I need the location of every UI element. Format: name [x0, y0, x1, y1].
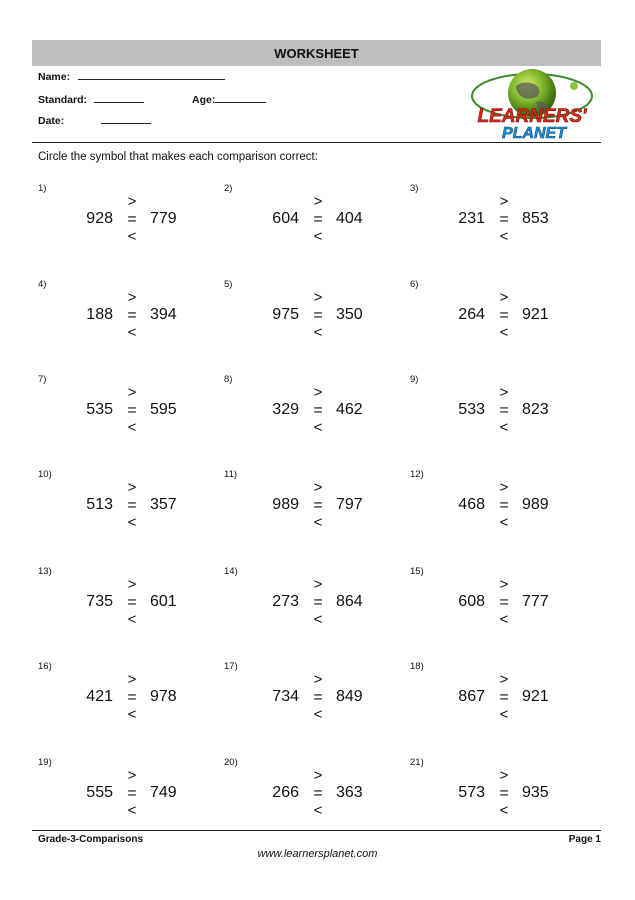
problem-number: 17)	[224, 661, 238, 672]
left-number: 533	[458, 401, 485, 418]
problem-number: 1)	[38, 183, 47, 194]
comparison-problem	[38, 661, 223, 751]
greater-than-symbol[interactable]: >	[313, 384, 323, 401]
right-number: 823	[522, 401, 549, 418]
problem-number: 13)	[38, 566, 52, 577]
standard-label: Standard:	[38, 94, 88, 106]
comparison-problem	[224, 566, 409, 656]
less-than-symbol[interactable]: <	[499, 514, 509, 531]
standard-line	[94, 93, 144, 103]
equals-symbol[interactable]: =	[499, 497, 509, 514]
greater-than-symbol[interactable]: >	[499, 479, 509, 496]
less-than-symbol[interactable]: <	[313, 228, 323, 245]
equals-symbol[interactable]: =	[313, 594, 323, 611]
left-number: 513	[86, 496, 113, 513]
age-field	[192, 93, 266, 106]
greater-than-symbol[interactable]: >	[313, 193, 323, 210]
date-field	[38, 114, 151, 127]
right-number: 777	[522, 593, 549, 610]
greater-than-symbol[interactable]: >	[127, 576, 137, 593]
equals-symbol[interactable]: =	[313, 402, 323, 419]
comparison-problem	[224, 757, 409, 847]
left-number: 975	[272, 306, 299, 323]
greater-than-symbol[interactable]: >	[127, 479, 137, 496]
page-number: Page 1	[568, 834, 601, 845]
comparison-problem	[410, 183, 595, 273]
equals-symbol[interactable]: =	[313, 689, 323, 706]
left-number: 329	[272, 401, 299, 418]
less-than-symbol[interactable]: <	[127, 802, 137, 819]
left-number: 273	[272, 593, 299, 610]
footer-url: www.learnersplanet.com	[257, 848, 378, 860]
equals-symbol[interactable]: =	[499, 211, 509, 228]
left-number: 573	[458, 784, 485, 801]
equals-symbol[interactable]: =	[499, 402, 509, 419]
logo-text-planet: PLANET	[502, 125, 566, 142]
less-than-symbol[interactable]: <	[499, 706, 509, 723]
right-number: 864	[336, 593, 363, 610]
footer-title: Grade-3-Comparisons	[38, 834, 144, 845]
greater-than-symbol[interactable]: >	[127, 289, 137, 306]
greater-than-symbol[interactable]: >	[499, 384, 509, 401]
comparison-problem	[410, 469, 595, 559]
right-number: 797	[336, 496, 363, 513]
right-number: 350	[336, 306, 363, 323]
right-number: 978	[150, 688, 177, 705]
date-line	[101, 114, 151, 124]
equals-symbol[interactable]: =	[313, 211, 323, 228]
worksheet-title: WORKSHEET	[32, 40, 601, 66]
right-number: 595	[150, 401, 177, 418]
problem-number: 9)	[410, 374, 419, 385]
problem-number: 10)	[38, 469, 52, 480]
right-number: 921	[522, 688, 549, 705]
left-number: 231	[458, 210, 485, 227]
standard-field	[38, 93, 144, 106]
right-number: 749	[150, 784, 177, 801]
right-number: 849	[336, 688, 363, 705]
comparison-problem	[410, 757, 595, 847]
orbit-dot	[570, 82, 578, 90]
age-line	[215, 93, 266, 103]
logo-text-learners: LEARNERS'	[477, 106, 587, 127]
equals-symbol[interactable]: =	[499, 307, 509, 324]
left-number: 555	[86, 784, 113, 801]
greater-than-symbol[interactable]: >	[127, 767, 137, 784]
greater-than-symbol[interactable]: >	[313, 289, 323, 306]
right-number: 404	[336, 210, 363, 227]
less-than-symbol[interactable]: <	[499, 419, 509, 436]
header-divider	[32, 142, 601, 143]
less-than-symbol[interactable]: <	[313, 611, 323, 628]
problem-number: 20)	[224, 757, 238, 768]
less-than-symbol[interactable]: <	[313, 706, 323, 723]
greater-than-symbol[interactable]: >	[499, 193, 509, 210]
problem-number: 8)	[224, 374, 233, 385]
age-label: Age:	[192, 94, 216, 106]
comparison-problem	[224, 279, 409, 369]
right-number: 601	[150, 593, 177, 610]
date-label: Date:	[38, 115, 65, 127]
comparison-problem	[38, 279, 223, 369]
problem-number: 6)	[410, 279, 419, 290]
left-number: 535	[86, 401, 113, 418]
comparison-problem	[224, 374, 409, 464]
equals-symbol[interactable]: =	[499, 785, 509, 802]
left-number: 734	[272, 688, 299, 705]
left-number: 989	[272, 496, 299, 513]
greater-than-symbol[interactable]: >	[127, 384, 137, 401]
right-number: 921	[522, 306, 549, 323]
greater-than-symbol[interactable]: >	[499, 767, 509, 784]
equals-symbol[interactable]: =	[127, 402, 137, 419]
name-field	[38, 70, 225, 83]
problem-number: 12)	[410, 469, 424, 480]
greater-than-symbol[interactable]: >	[313, 767, 323, 784]
left-number: 735	[86, 593, 113, 610]
left-number: 188	[86, 306, 113, 323]
less-than-symbol[interactable]: <	[499, 802, 509, 819]
left-number: 608	[458, 593, 485, 610]
greater-than-symbol[interactable]: >	[499, 576, 509, 593]
instruction-text: Circle the symbol that makes each comparison correct:	[38, 151, 318, 163]
right-number: 357	[150, 496, 177, 513]
name-line	[78, 70, 225, 80]
less-than-symbol[interactable]: <	[127, 611, 137, 628]
learners-planet-logo	[462, 66, 602, 142]
footer-divider	[32, 830, 601, 831]
greater-than-symbol[interactable]: >	[499, 289, 509, 306]
comparison-problem	[224, 183, 409, 273]
less-than-symbol[interactable]: <	[127, 514, 137, 531]
comparison-problem	[224, 661, 409, 751]
greater-than-symbol[interactable]: >	[313, 479, 323, 496]
left-number: 264	[458, 306, 485, 323]
right-number: 779	[150, 210, 177, 227]
equals-symbol[interactable]: =	[127, 785, 137, 802]
right-number: 853	[522, 210, 549, 227]
less-than-symbol[interactable]: <	[127, 324, 137, 341]
less-than-symbol[interactable]: <	[313, 514, 323, 531]
equals-symbol[interactable]: =	[313, 307, 323, 324]
equals-symbol[interactable]: =	[127, 211, 137, 228]
problem-number: 5)	[224, 279, 233, 290]
equals-symbol[interactable]: =	[127, 594, 137, 611]
left-number: 928	[86, 210, 113, 227]
right-number: 363	[336, 784, 363, 801]
problem-number: 3)	[410, 183, 419, 194]
problem-number: 11)	[224, 469, 238, 480]
comparison-problem	[38, 566, 223, 656]
less-than-symbol[interactable]: <	[313, 324, 323, 341]
equals-symbol[interactable]: =	[127, 689, 137, 706]
comparison-problem	[410, 279, 595, 369]
less-than-symbol[interactable]: <	[313, 419, 323, 436]
less-than-symbol[interactable]: <	[127, 706, 137, 723]
comparison-problem	[224, 469, 409, 559]
left-number: 867	[458, 688, 485, 705]
comparison-problem	[38, 469, 223, 559]
problem-number: 16)	[38, 661, 52, 672]
comparison-problem	[38, 183, 223, 273]
problem-number: 2)	[224, 183, 233, 194]
greater-than-symbol[interactable]: >	[313, 671, 323, 688]
equals-symbol[interactable]: =	[499, 689, 509, 706]
equals-symbol[interactable]: =	[313, 785, 323, 802]
greater-than-symbol[interactable]: >	[127, 193, 137, 210]
problem-number: 7)	[38, 374, 47, 385]
comparison-problem	[410, 374, 595, 464]
right-number: 462	[336, 401, 363, 418]
equals-symbol[interactable]: =	[313, 497, 323, 514]
less-than-symbol[interactable]: <	[313, 802, 323, 819]
equals-symbol[interactable]: =	[127, 497, 137, 514]
less-than-symbol[interactable]: <	[499, 228, 509, 245]
problem-number: 21)	[410, 757, 424, 768]
problem-number: 14)	[224, 566, 238, 577]
greater-than-symbol[interactable]: >	[127, 671, 137, 688]
left-number: 468	[458, 496, 485, 513]
name-label: Name:	[38, 71, 71, 83]
comparison-problem	[38, 374, 223, 464]
equals-symbol[interactable]: =	[127, 307, 137, 324]
problem-number: 19)	[38, 757, 52, 768]
less-than-symbol[interactable]: <	[499, 324, 509, 341]
less-than-symbol[interactable]: <	[127, 419, 137, 436]
less-than-symbol[interactable]: <	[127, 228, 137, 245]
problem-number: 4)	[38, 279, 47, 290]
problem-number: 18)	[410, 661, 424, 672]
right-number: 394	[150, 306, 177, 323]
left-number: 266	[272, 784, 299, 801]
right-number: 935	[522, 784, 549, 801]
equals-symbol[interactable]: =	[499, 594, 509, 611]
greater-than-symbol[interactable]: >	[313, 576, 323, 593]
problem-number: 15)	[410, 566, 424, 577]
left-number: 604	[272, 210, 299, 227]
comparison-problem	[410, 566, 595, 656]
left-number: 421	[86, 688, 113, 705]
right-number: 989	[522, 496, 549, 513]
comparison-problem	[410, 661, 595, 751]
greater-than-symbol[interactable]: >	[499, 671, 509, 688]
less-than-symbol[interactable]: <	[499, 611, 509, 628]
